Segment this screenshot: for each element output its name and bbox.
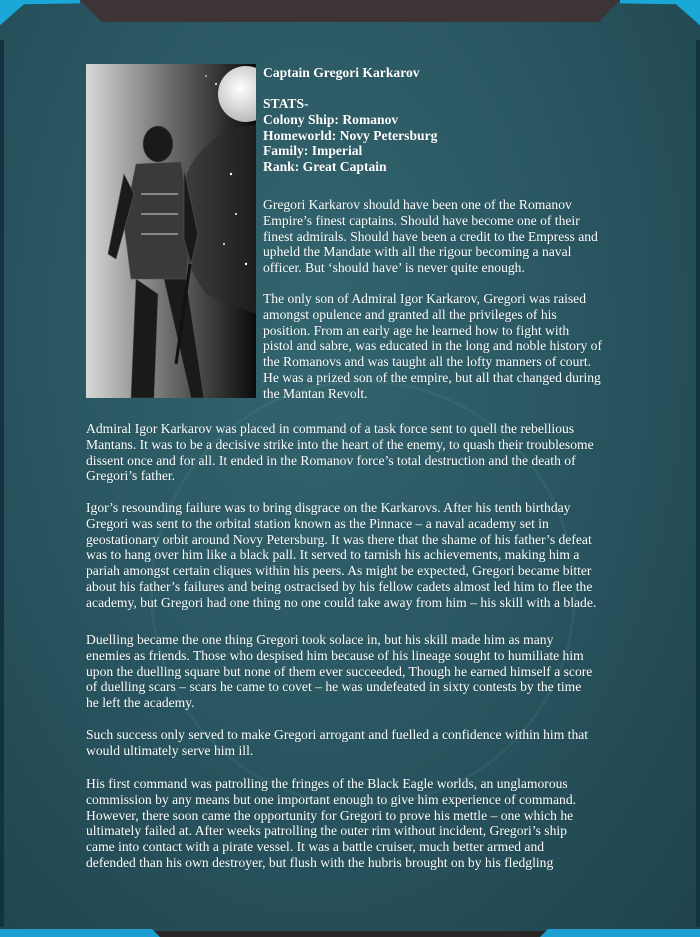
paragraph-6	[86, 727, 588, 759]
frame-corner-top-left	[0, 0, 80, 42]
text-line: The only son of Admiral Igor Karkarov, Gregori was raised	[263, 291, 587, 306]
text-line: Duelling became the one thing Gregori took solace in, but his skill made him as many	[86, 632, 554, 647]
text-line: geostationary orbit around Novy Petersburg. It was there that the shame of his father’s defeat	[86, 531, 592, 547]
text-line: Igor’s resounding failure was to bring disgrace on the Karkarovs. After his tenth birthday	[86, 500, 571, 515]
text-line: commission by any means but one important enough to give him experience of command.	[86, 791, 577, 807]
text-line: of duelling scars – scars he came to covet – he was undefeated in sixty contests by the time	[86, 679, 582, 695]
text-line: amongst opulence and granted all the privileges of his	[263, 306, 557, 322]
text-line: ultimately failed at. After weeks patrolling the outer rim without incident, Gregori’s ship	[86, 823, 567, 839]
text-line: he left the academy.	[86, 695, 195, 711]
stats-heading: STATS-	[263, 96, 309, 111]
text-line: about his father’s failures and being ostracised by his fellow cadets almost led him to flee the	[86, 578, 593, 594]
text-line: academy, but Gregori had one thing no one could take away from him – his skill with a blade.	[86, 594, 597, 610]
text-line: officer. But ‘should have’ is never quite enough.	[263, 260, 525, 276]
text-line: Gregori Karkarov should have been one of the Romanov	[263, 197, 572, 212]
character-name: Captain Gregori Karkarov	[263, 65, 420, 80]
frame-corner-top-right	[620, 0, 700, 42]
paragraph-1	[263, 197, 598, 276]
text-line: Mantans. It was to be a decisive strike into the heart of the enemy, to quash their troublesome	[86, 436, 594, 452]
frame-corner-bottom-right	[540, 929, 700, 937]
character-portrait	[86, 64, 256, 398]
text-line: enemies as friends. Those who despised him because of his lineage sought to humiliate him	[86, 647, 584, 663]
paragraph-2	[263, 291, 602, 402]
stat-family: Family: Imperial	[263, 143, 363, 159]
paragraph-7	[86, 776, 576, 871]
paragraph-4	[86, 500, 596, 611]
top-frame	[80, 0, 620, 22]
text-line: finest admirals. Should have been a credit to the Empress and	[263, 228, 598, 244]
text-line: He was a prized son of the empire, but all that changed during	[263, 369, 601, 385]
text-line: Gregori was sent to the orbital station known as the Pinnace – a naval academy set in	[86, 515, 549, 531]
bottom-frame	[150, 931, 550, 937]
frame-side-right	[696, 40, 700, 927]
text-line: upheld the Mandate with all the rigour becoming a naval	[263, 244, 572, 260]
stat-rank: Rank: Great Captain	[263, 159, 387, 175]
paragraph-3	[86, 421, 594, 484]
text-line: Such success only served to make Gregori arrogant and fuelled a confidence within him that	[86, 727, 589, 742]
stat-homeworld: Homeworld: Novy Petersburg	[263, 127, 438, 143]
text-line: would ultimately serve him ill.	[86, 742, 254, 758]
text-line: Gregori’s father.	[86, 468, 176, 484]
text-line: was to hang over him like a black pall. It served to tarnish his achievements, making him a	[86, 547, 580, 563]
text-line: However, there soon came the opportunity for Gregori to prove his mettle – one which he	[86, 807, 574, 823]
frame-corner-bottom-left	[0, 929, 160, 937]
text-line: upon the duelling square but none of them ever succeeded, Though he earned himself a score	[86, 663, 593, 679]
frame-side-left	[0, 40, 4, 927]
text-line: Admiral Igor Karkarov was placed in command of a task force sent to quell the rebellious	[86, 421, 575, 436]
stats-block	[263, 96, 437, 175]
text-line: pariah amongst certain cliques within his peers. As might be expected, Gregori became bitter	[86, 563, 592, 579]
stat-colony-ship: Colony Ship: Romanov	[263, 111, 399, 127]
text-line: the Romanovs and was taught all the lofty manners of court.	[263, 354, 592, 370]
text-line: position. From an early age he learned how to fight with	[263, 322, 570, 338]
text-line: Empire’s finest captains. Should have become one of their	[263, 212, 580, 228]
text-line: dissent once and for all. It ended in the Romanov force’s total destruction and the death of	[86, 452, 576, 468]
text-line: His first command was patrolling the fringes of the Black Eagle worlds, an unglamorous	[86, 776, 568, 791]
text-line: defended than his own destroyer, but flush with the hubris brought on by his fledgling	[86, 854, 554, 870]
text-line: pistol and sabre, was educated in the long and noble history of	[263, 338, 603, 354]
text-line: came into contact with a pirate vessel. It was a battle cruiser, much better armed and	[86, 839, 545, 855]
text-line: the Mantan Revolt.	[263, 385, 368, 401]
paragraph-5	[86, 632, 592, 711]
